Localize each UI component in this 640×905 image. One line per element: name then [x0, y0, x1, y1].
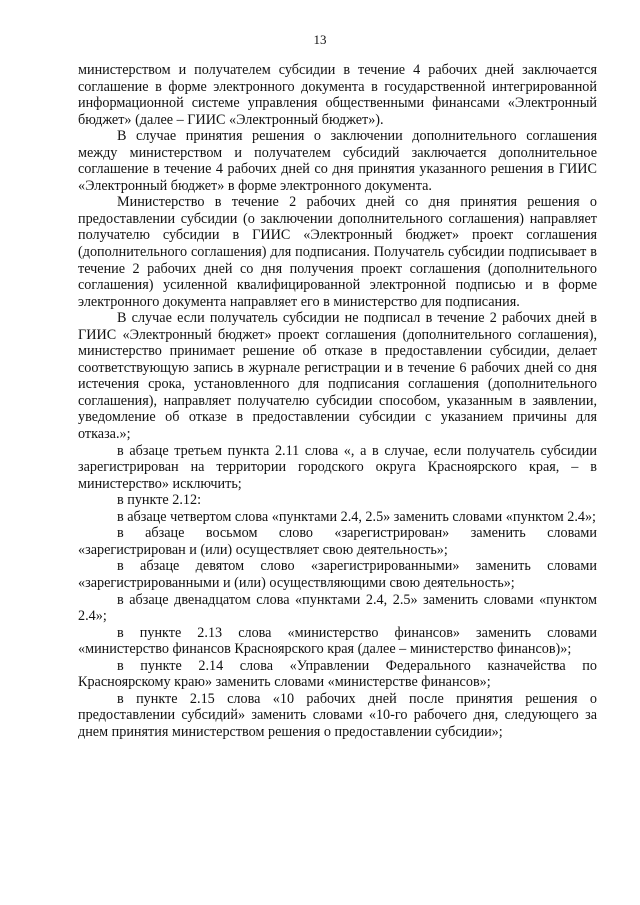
paragraph: в пункте 2.13 слова «министерство финансов» заменить словами «министерство финансов Красноярского края (далее – министерство финансов)»;: [78, 624, 597, 658]
paragraph: Министерство в течение 2 рабочих дней со дня принятия решения о предоставлении субсидии (о заключении дополнительного соглашения) направляет получателю субсидии в ГИИС «Электронный бюджет» проект соглашения (дополнительного соглашения) для подписания. Получатель субсидии подписывает в течение 2 рабочих дней со дня получения проект соглашения (дополнительного соглашения) усиленной квалифицированной электронной подписью и в форме электронного документа направляет его в министерство для подписания.: [78, 194, 597, 310]
document-body: [78, 62, 597, 740]
paragraph: в пункте 2.12:: [117, 492, 202, 509]
paragraph: В случае принятия решения о заключении дополнительного соглашения между министерством и получателем субсидий заключается дополнительное соглашение в течение 4 рабочих дней со дня принятия указанного решения в ГИИС «Электронный бюджет» в форме электронного документа.: [78, 128, 597, 194]
paragraph: В случае если получатель субсидии не подписал в течение 2 рабочих дней в ГИИС «Электронный бюджет» проект соглашения (дополнительного соглашения), министерство принимает решение об отказе в предоставлении субсидии, делает соответствующую запись в журнале регистрации и в течение 6 рабочих дней со дня истечения срока, установленного для подписания соглашения (дополнительного соглашения), направляет получателю субсидии способом, указанным в заявлении, уведомление об отказе в предоставлении субсидии с указанием причины для отказа.»;: [78, 310, 597, 443]
paragraph: в абзаце четвертом слова «пунктами 2.4, 2.5» заменить словами «пунктом 2.4»;: [117, 508, 596, 525]
paragraph: в пункте 2.15 слова «10 рабочих дней после принятия решения о предоставлении субсидий» заменить словами «10-го рабочего дня, следующего за днем принятия министерством решения о предоставлении субсидии»;: [78, 690, 597, 740]
paragraph: министерством и получателем субсидии в течение 4 рабочих дней заключается соглашение в форме электронного документа в государственной интегрированной информационной системе управления общественными финансами «Электронный бюджет» (далее – ГИИС «Электронный бюджет»).: [78, 62, 597, 128]
page-number: 13: [313, 32, 327, 47]
paragraph: в абзаце восьмом слово «зарегистрирован» заменить словами «зарегистрирован и (или) осуществляет свою деятельность»;: [78, 525, 597, 558]
paragraph: в абзаце двенадцатом слова «пунктами 2.4, 2.5» заменить словами «пунктом 2.4»;: [78, 591, 597, 625]
paragraph: в абзаце третьем пункта 2.11 слова «, а в случае, если получатель субсидии зарегистрирован на территории городского округа Красноярского края, – в министерство» исключить;: [78, 442, 597, 492]
paragraph: в пункте 2.14 слова «Управлении Федерального казначейства по Красноярскому краю» заменить словами «министерстве финансов»;: [78, 657, 597, 691]
paragraph: в абзаце девятом слово «зарегистрированными» заменить словами «зарегистрированными и (или) осуществляющими свою деятельность»;: [78, 558, 597, 591]
